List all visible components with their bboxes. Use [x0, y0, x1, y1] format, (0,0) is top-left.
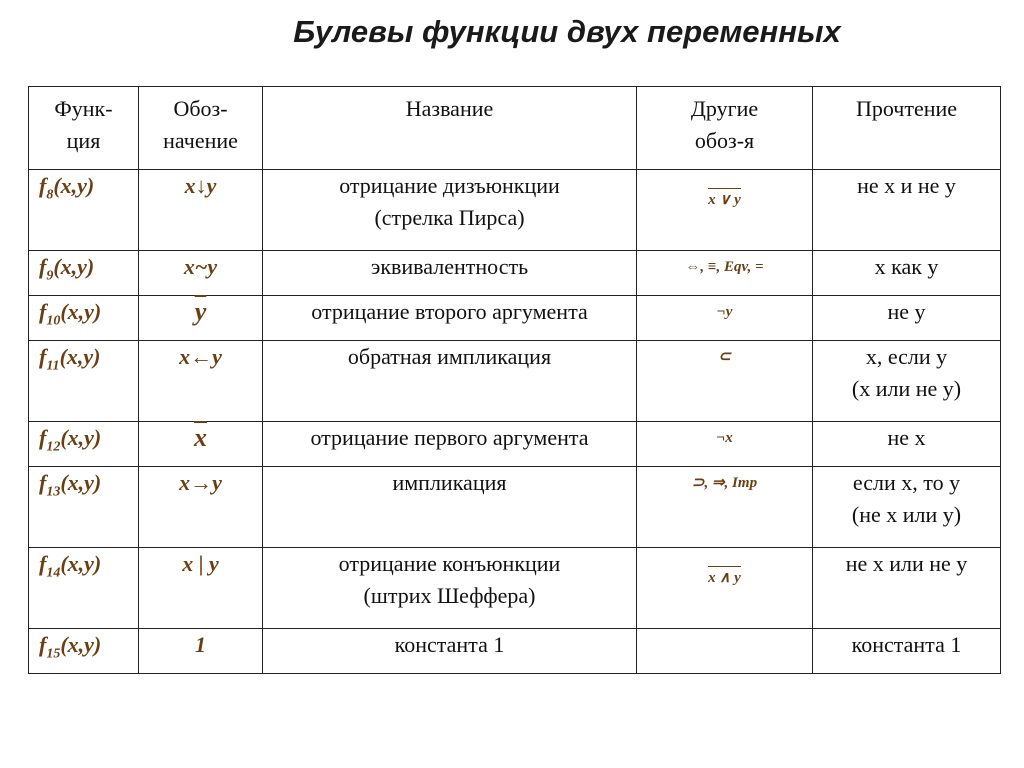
name-cell: импликация — [263, 467, 637, 548]
other-cell — [637, 170, 813, 251]
table-row — [29, 422, 1001, 467]
notation-overlined: $\overline{x}$ — [194, 423, 207, 452]
function-args: (x,y) — [60, 299, 102, 324]
function-cell — [29, 296, 139, 341]
function-cell — [29, 629, 139, 674]
header-row — [29, 87, 1001, 170]
table-row — [29, 548, 1001, 629]
function-sub: 9 — [46, 268, 54, 284]
function-sub: 10 — [46, 313, 61, 329]
header-function — [29, 87, 139, 170]
function-base: f — [39, 344, 47, 369]
function-base: f — [39, 470, 47, 495]
other-notation: x ∧ y — [708, 566, 741, 587]
notation-cell — [139, 296, 263, 341]
function-base: f — [39, 551, 47, 576]
name-cell: отрицание второго аргумента — [263, 296, 637, 341]
table-row — [29, 467, 1001, 548]
other-cell: ⊂ — [637, 341, 813, 422]
other-cell — [637, 548, 813, 629]
other-cell — [637, 629, 813, 674]
table-row — [29, 341, 1001, 422]
table-row — [29, 296, 1001, 341]
reading-line: (не x или y) — [851, 502, 962, 527]
other-cell: ¬y — [637, 296, 813, 341]
reading-cell: не x или не y — [813, 548, 1001, 629]
header-notation-line2: начение — [163, 128, 238, 153]
reading-cell — [813, 467, 1001, 548]
function-args: (x,y) — [53, 254, 95, 279]
notation-cell: x→y — [139, 467, 263, 548]
function-args: (x,y) — [60, 632, 102, 657]
reading-cell — [813, 341, 1001, 422]
function-base: f — [39, 173, 47, 198]
page-title: Булевы функции двух переменных — [293, 14, 841, 49]
function-cell — [29, 422, 139, 467]
function-sub: 11 — [46, 358, 60, 374]
name-cell — [263, 170, 637, 251]
name-cell — [263, 548, 637, 629]
header-notation — [139, 87, 263, 170]
table-row — [29, 251, 1001, 296]
boolean-functions-table — [28, 86, 1001, 674]
name-cell: обратная импликация — [263, 341, 637, 422]
name-line: (стрелка Пирса) — [374, 205, 525, 230]
reading-cell: не x и не y — [813, 170, 1001, 251]
header-other — [637, 87, 813, 170]
header-other-line2: обоз-я — [694, 128, 755, 153]
function-cell — [29, 251, 139, 296]
notation-cell: x~y — [139, 251, 263, 296]
notation-cell: 1 — [139, 629, 263, 674]
function-sub: 8 — [46, 187, 54, 203]
header-reading: Прочтение — [813, 87, 1001, 170]
header-function-line2: ция — [66, 128, 101, 153]
header-other-line1: Другие — [690, 96, 759, 121]
reading-line: если x, то y — [852, 470, 961, 495]
function-sub: 15 — [46, 646, 61, 662]
header-notation-line1: Обоз- — [173, 96, 228, 121]
function-base: f — [39, 254, 47, 279]
notation-overlined: $\overline{y}$ — [194, 297, 207, 326]
reading-line: x, если y — [865, 344, 948, 369]
notation-cell: x | y — [139, 548, 263, 629]
reading-line: (x или не y) — [851, 376, 962, 401]
reading-cell: не x — [813, 422, 1001, 467]
reading-cell: константа 1 — [813, 629, 1001, 674]
other-cell: ¬x — [637, 422, 813, 467]
other-notation: x ∨ y — [708, 188, 741, 209]
function-base: f — [39, 299, 47, 324]
function-cell — [29, 548, 139, 629]
table-row — [29, 629, 1001, 674]
function-args: (x,y) — [53, 173, 95, 198]
function-base: f — [39, 632, 47, 657]
function-sub: 12 — [46, 439, 61, 455]
function-cell — [29, 341, 139, 422]
name-line: (штрих Шеффера) — [363, 583, 536, 608]
name-cell: отрицание первого аргумента — [263, 422, 637, 467]
name-cell: константа 1 — [263, 629, 637, 674]
name-line: отрицание дизъюнкции — [339, 173, 560, 198]
other-cell: ⇔, ≡, Eqv, = — [637, 251, 813, 296]
notation-cell: x↓y — [139, 170, 263, 251]
header-name: Название — [263, 87, 637, 170]
function-cell — [29, 467, 139, 548]
other-cell: ⊃, ⇒, Imp — [637, 467, 813, 548]
function-args: (x,y) — [60, 425, 102, 450]
function-sub: 13 — [46, 484, 61, 500]
reading-cell: x как y — [813, 251, 1001, 296]
function-sub: 14 — [46, 565, 61, 581]
function-args: (x,y) — [60, 470, 102, 495]
header-function-line1: Функ- — [54, 96, 113, 121]
notation-cell: x←y — [139, 341, 263, 422]
notation-cell — [139, 422, 263, 467]
table-row — [29, 170, 1001, 251]
function-args: (x,y) — [60, 551, 102, 576]
function-base: f — [39, 425, 47, 450]
reading-cell: не y — [813, 296, 1001, 341]
name-cell: эквивалентность — [263, 251, 637, 296]
function-args: (x,y) — [59, 344, 101, 369]
function-cell — [29, 170, 139, 251]
name-line: отрицание конъюнкции — [338, 551, 561, 576]
